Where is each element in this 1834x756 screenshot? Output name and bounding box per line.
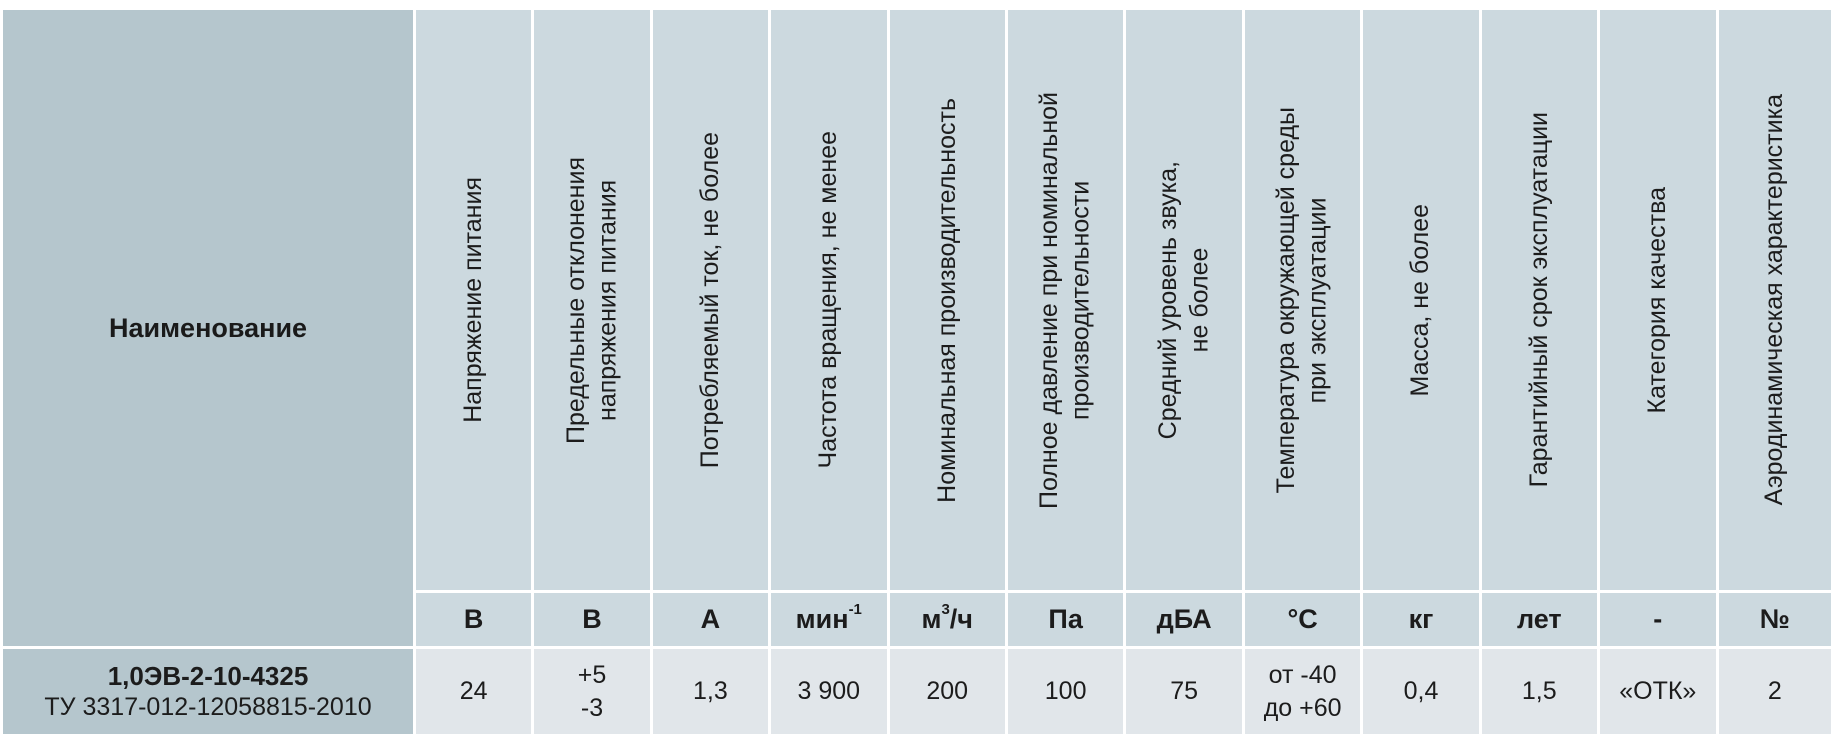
unit-base: м bbox=[921, 604, 942, 634]
value-voltage-deviation: +5 -3 bbox=[534, 649, 650, 734]
specification-table bbox=[0, 7, 1834, 737]
unit-cell: № bbox=[1719, 593, 1831, 646]
header-label: Напряжение питания bbox=[459, 177, 488, 423]
unit-cell: В bbox=[416, 593, 531, 646]
unit-cell bbox=[890, 593, 1005, 646]
unit-cell: кг bbox=[1363, 593, 1478, 646]
header-aero bbox=[1719, 10, 1831, 590]
value-aero: 2 bbox=[1719, 649, 1831, 734]
table-row bbox=[3, 649, 1831, 734]
value-pressure: 100 bbox=[1008, 649, 1124, 734]
header-quality bbox=[1600, 10, 1716, 590]
header-airflow bbox=[890, 10, 1005, 590]
value-noise: 75 bbox=[1126, 649, 1242, 734]
header-label: Предельные отклонения напряжения питания bbox=[561, 156, 622, 444]
value-quality: «ОТК» bbox=[1600, 649, 1716, 734]
unit-cell: лет bbox=[1482, 593, 1597, 646]
header-label: Частота вращения, не менее bbox=[814, 131, 843, 469]
header-row bbox=[3, 10, 1831, 590]
value-temperature: от -40 до +60 bbox=[1245, 649, 1361, 734]
unit-cell bbox=[771, 593, 887, 646]
unit-base: мин bbox=[795, 604, 849, 634]
value-airflow: 200 bbox=[890, 649, 1005, 734]
unit-cell: дБА bbox=[1126, 593, 1242, 646]
header-voltage-deviation bbox=[534, 10, 650, 590]
product-spec: ТУ 3317-012-12058815-2010 bbox=[44, 693, 372, 722]
value-rotation-speed: 3 900 bbox=[771, 649, 887, 734]
header-mass bbox=[1363, 10, 1478, 590]
header-label: Температура окружающей среды при эксплуатации bbox=[1272, 106, 1332, 494]
header-noise bbox=[1126, 10, 1242, 590]
header-label: Масса, не более bbox=[1406, 203, 1435, 397]
header-pressure bbox=[1008, 10, 1124, 590]
header-current bbox=[653, 10, 768, 590]
header-label: Средний уровень звука, не более bbox=[1153, 160, 1214, 440]
unit-tail: /ч bbox=[949, 604, 973, 634]
unit-cell: Па bbox=[1008, 593, 1124, 646]
unit-superscript: -1 bbox=[848, 601, 862, 618]
value-mass: 0,4 bbox=[1363, 649, 1478, 734]
unit-superscript: 3 bbox=[941, 601, 950, 618]
unit-cell: В bbox=[534, 593, 650, 646]
unit-cell: - bbox=[1600, 593, 1716, 646]
header-label: Полное давление при номинальной производительности bbox=[1035, 91, 1095, 509]
unit-cell: °С bbox=[1245, 593, 1361, 646]
header-label: Номинальная производительность bbox=[932, 97, 961, 503]
header-label: Категория качества bbox=[1643, 186, 1672, 414]
unit-cell: А bbox=[653, 593, 768, 646]
header-supply-voltage bbox=[416, 10, 531, 590]
product-model: 1,0ЭВ-2-10-4325 bbox=[107, 660, 309, 691]
product-name-cell bbox=[3, 649, 413, 734]
header-label: Аэродинамическая характеристика bbox=[1760, 94, 1789, 506]
header-temperature bbox=[1245, 10, 1361, 590]
header-warranty bbox=[1482, 10, 1597, 590]
header-label: Потребляемый ток, не более bbox=[695, 131, 724, 469]
value-current: 1,3 bbox=[653, 649, 768, 734]
value-warranty: 1,5 bbox=[1482, 649, 1597, 734]
value-supply-voltage: 24 bbox=[416, 649, 531, 734]
header-rotation-speed bbox=[771, 10, 887, 590]
header-label: Гарантийный срок эксплуатации bbox=[1524, 112, 1553, 488]
name-header: Наименование bbox=[3, 10, 413, 646]
